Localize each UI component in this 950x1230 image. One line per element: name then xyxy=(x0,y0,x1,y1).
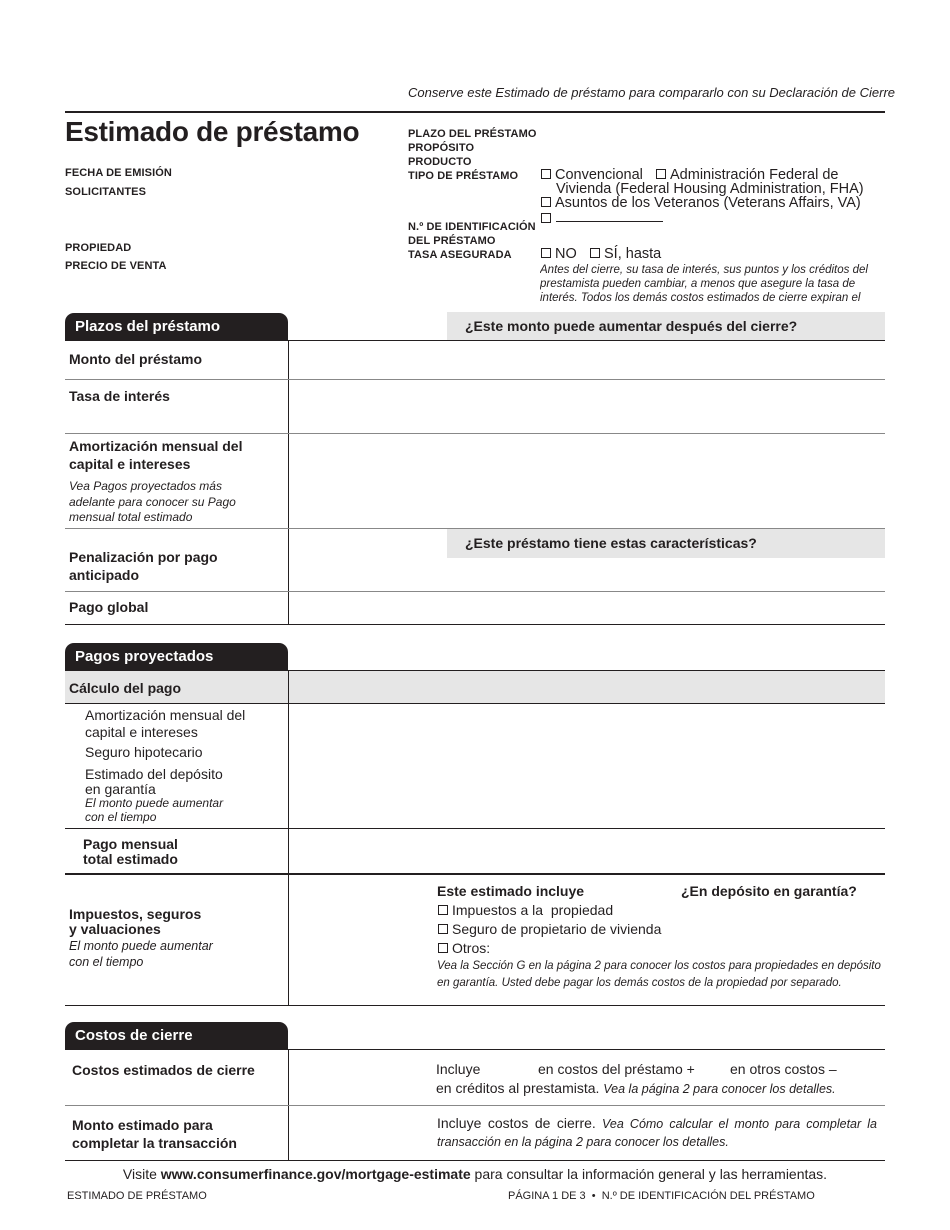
loan-id-label-line1: N.º DE IDENTIFICACIÓN xyxy=(408,221,536,233)
cash-to-close-line1: Monto estimado para xyxy=(72,1117,213,1133)
rule xyxy=(65,379,885,380)
cash-note: Vea Cómo calcular el monto para completar la transacción en la página 2 para conocer los detalles. xyxy=(437,1117,877,1149)
checkbox-icon xyxy=(541,197,551,207)
footer-visit-prefix: Visite xyxy=(122,1166,161,1182)
footer-page-info: PÁGINA 1 DE 3 • N.º DE IDENTIFICACIÓN DEL PRÉSTAMO xyxy=(508,1190,815,1202)
pp-mortgage-insurance: Seguro hipotecario xyxy=(85,744,203,760)
taxes-label-line2: y valuaciones xyxy=(69,921,161,937)
pp-escrow-line1: Estimado del depósito xyxy=(85,766,223,782)
loan-type-fha[interactable]: Administración Federal de xyxy=(656,166,838,184)
includes-c: en otros costos – xyxy=(730,1061,837,1077)
rule xyxy=(65,1160,885,1161)
rule xyxy=(65,828,885,829)
loan-type-conventional[interactable]: Convencional xyxy=(541,166,643,184)
payment-calc-label: Cálculo del pago xyxy=(69,680,182,696)
pp-escrow-note-line1: El monto puede aumentar xyxy=(85,796,224,810)
monthly-pi-label-line2: capital e intereses xyxy=(69,456,191,472)
product-label: PRODUCTO xyxy=(408,156,472,168)
rule xyxy=(65,1049,885,1050)
page-title: Estimado de préstamo xyxy=(65,116,360,147)
includes-property-taxes[interactable]: Impuestos a la propiedad xyxy=(438,902,613,919)
loan-type-other[interactable] xyxy=(541,210,555,228)
issue-date-label: FECHA DE EMISIÓN xyxy=(65,167,172,179)
section-g-note: Vea la Sección G en la página 2 para conocer los costos para propiedades en depósito en garantía. Usted debe pagar los demás costos de la propiedad por separado. xyxy=(437,960,881,989)
loan-type-va[interactable]: Asuntos de los Veteranos (Veterans Affairs, VA) xyxy=(541,194,861,212)
features-question: ¿Este préstamo tiene estas características? xyxy=(465,535,757,551)
interest-rate-label: Tasa de interés xyxy=(69,388,170,404)
checkbox-icon xyxy=(590,248,600,258)
footer-visit xyxy=(0,1166,950,1182)
applicants-label: SOLICITANTES xyxy=(65,186,147,198)
footer-url-link[interactable]: www.consumerfinance.gov/mortgage-estimate xyxy=(160,1166,471,1182)
projected-payments-tab: Pagos proyectados xyxy=(65,643,288,671)
rate-lock-label: TASA ASEGURADA xyxy=(408,249,512,261)
in-escrow-header: ¿En depósito en garantía? xyxy=(681,883,857,899)
checkbox-icon xyxy=(541,213,551,223)
increase-question: ¿Este monto puede aumentar después del cierre? xyxy=(465,318,798,334)
prepayment-label-line2: anticipado xyxy=(69,567,140,583)
taxes-note-line1: El monto puede aumentar xyxy=(69,939,213,953)
pp-escrow-note-line2: con el tiempo xyxy=(85,810,157,824)
closing-costs-tab: Costos de cierre xyxy=(65,1022,288,1050)
loan-term-label: PLAZO DEL PRÉSTAMO xyxy=(408,128,537,140)
cash-includes: Incluye costos de cierre. xyxy=(437,1115,596,1131)
rule xyxy=(65,1105,885,1106)
checkbox-icon xyxy=(541,169,551,179)
estimate-includes-header: Este estimado incluye xyxy=(437,883,585,899)
taxes-note-line2: con el tiempo xyxy=(69,955,144,969)
includes-note: Vea la página 2 para conocer los detalles. xyxy=(603,1082,836,1096)
estimated-closing-label: Costos estimados de cierre xyxy=(72,1062,255,1078)
taxes-label-line1: Impuestos, seguros xyxy=(69,906,202,922)
cash-to-close-line2: completar la transacción xyxy=(72,1135,237,1151)
header-rule xyxy=(65,111,885,113)
loan-type-other-line xyxy=(556,221,663,222)
checkbox-icon xyxy=(438,943,448,953)
includes-d: en créditos al prestamista. xyxy=(436,1080,600,1096)
includes-other[interactable]: Otros: xyxy=(438,940,490,957)
rule xyxy=(65,591,885,592)
cash-includes-block xyxy=(437,1115,877,1151)
pp-pi-line1: Amortización mensual del xyxy=(85,707,246,723)
keep-note: Conserve este Estimado de préstamo para compararlo con su Declaración de Cierre xyxy=(408,85,896,100)
footer-visit-suffix: para consultar la información general y las herramientas. xyxy=(470,1166,828,1182)
rule xyxy=(65,433,885,434)
balloon-label: Pago global xyxy=(69,599,149,615)
checkbox-icon xyxy=(541,248,551,258)
payment-calc-bar xyxy=(65,671,885,703)
checkbox-icon xyxy=(656,169,666,179)
pp-pi-line2: capital e intereses xyxy=(85,724,198,740)
pp-escrow-line2: en garantía xyxy=(85,781,156,797)
loan-type-label: TIPO DE PRÉSTAMO xyxy=(408,170,519,182)
purpose-label: PROPÓSITO xyxy=(408,142,475,154)
footer-form-name: ESTIMADO DE PRÉSTAMO xyxy=(67,1190,207,1202)
loan-amount-label: Monto del préstamo xyxy=(69,351,203,367)
loan-terms-tab: Plazos del préstamo xyxy=(65,313,288,341)
monthly-pi-label-line1: Amortización mensual del xyxy=(69,438,243,454)
sale-price-label: PRECIO DE VENTA xyxy=(65,260,167,272)
property-label: PROPIEDAD xyxy=(65,242,132,254)
includes-a: Incluye xyxy=(436,1061,481,1077)
rate-lock-yes[interactable]: SÍ, hasta xyxy=(590,245,661,263)
monthly-pi-note: Vea Pagos proyectados más adelante para conocer su Pago mensual total estimado xyxy=(69,479,236,524)
loan-type-fha-line2: Vivienda (Federal Housing Administration, FHA) xyxy=(556,181,864,197)
rule xyxy=(65,1005,885,1006)
rule xyxy=(65,340,885,341)
rate-lock-note: Antes del cierre, su tasa de interés, sus puntos y los créditos del prestamista pueden cambiar, a menos que asegure la tasa de interés. Todos los demás costos estimados de cierre expiran el xyxy=(540,264,868,304)
includes-b: en costos del préstamo + xyxy=(538,1061,695,1077)
includes-d-line xyxy=(436,1080,836,1098)
rule xyxy=(65,703,885,704)
includes-homeowners-insurance[interactable]: Seguro de propietario de vivienda xyxy=(438,921,661,938)
pp-total-line1: Pago mensual xyxy=(83,836,178,852)
loan-id-label-line2: DEL PRÉSTAMO xyxy=(408,235,496,247)
rule xyxy=(65,624,885,625)
checkbox-icon xyxy=(438,905,448,915)
loan-terms-divider xyxy=(288,341,289,624)
checkbox-icon xyxy=(438,924,448,934)
projected-divider xyxy=(288,671,289,1005)
rule xyxy=(65,873,885,875)
pp-total-line2: total estimado xyxy=(83,851,178,867)
rate-lock-no[interactable]: NO xyxy=(541,245,577,263)
prepayment-label-line1: Penalización por pago xyxy=(69,549,218,565)
